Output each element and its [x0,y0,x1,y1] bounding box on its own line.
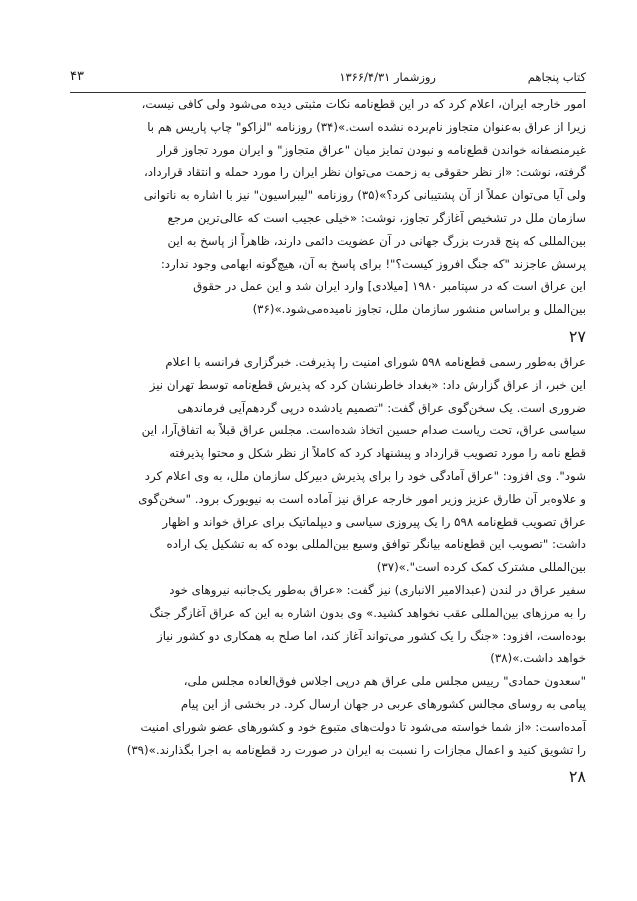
text-line: عراق به‌طور رسمی قطع‌نامه ۵۹۸ شورای امنیت را پذیرفت. خبرگزاری فرانسه با اعلام [165,354,586,369]
text-line: گرفته، نوشت: «از نظر حقوقی به زحمت می‌توان نظر ایران را مورد حمله و انتقاد قرارداد، [144,165,586,180]
diary-date: روزشمار ۱۳۶۶/۴/۳۱ [339,70,436,84]
text-line: شود". وی افزود: "عراق آمادگی خود را برای پذیرش دبیرکل سازمان ملل، به وی اعلام کرد [144,468,586,483]
text-line: آمده‌است: «از شما خواسته می‌شود تا دولت‌های متبوع خود و کشورهای عضو شورای امنیت [140,719,586,734]
section-27-paragraph-1 [70,351,586,579]
text-line: امور خارجه ایران، اعلام کرد که در این قطع‌نامه نکات مثبتی دیده می‌شود ولی کافی نیست، [141,97,586,111]
text-line: سازمان ملل در تشخیص آغازگر تجاوز، نوشت: «خیلی عجیب است که عالی‌ترین مرجع [167,210,586,225]
text-line: داشت: "تصویب این قطع‌نامه بیانگر توافق وسیع بین‌المللی بوده که به تشکیل یک اراده [166,537,586,552]
text-line: بین‌المللی مشترک کمک کرده است".»(۳۷) [376,560,586,575]
text-line: بین‌الملل و براساس منشور سازمان ملل، تجاوز نامیده‌می‌شود.»(۳۶) [252,302,586,317]
text-line: پرسش عاجزند "که جنگ افروز کیست؟"! برای پاسخ به آن، هیچ‌گونه ابهامی وجود ندارد: [160,256,586,271]
text-line: پیامی به روسای مجالس کشورهای عربی در جهان ارسال کرد. در بخشی از این پیام [180,696,586,711]
text-line: را تشویق کنید و اعمال مجازات را نسبت به ایران در صورت رد قطع‌نامه به اجرا بگذارند.»(۳۹) [126,742,586,757]
text-line: غیرمنصفانه خواندن قطع‌نامه و نبودن تمایز میان "عراق متجاوز" و ایران مورد تجاوز قرار [157,142,586,157]
section-27-paragraph-2 [70,579,586,670]
chapter-title: کتاب پنجاهم [527,70,586,84]
text-line: سیاسی عراق، تحت ریاست صدام حسین اتخاذ شده‌است. مجلس عراق قبلاً به اتفاق‌آرا، این [141,423,586,438]
section-number: ۲۸ [568,767,586,787]
text-line: زیرا از عراق به‌عنوان متجاوز نام‌برده نشده است.»(۳۴) روزنامه "لزاکو" چاپ پاریس هم با [147,119,586,134]
document-page [70,62,586,791]
text-line: عراق تصویب قطع‌نامه ۵۹۸ را یک پیروزی سیاسی و دیپلماتیک برای عراق خواند و اظهار [162,514,586,529]
text-line: این عراق است که در سپتامبر ۱۹۸۰ [میلادی] وارد ایران شد و این عمل در حقوق [193,279,586,294]
section-27-paragraph-3 [70,670,586,761]
text-line: این خبر، از عراق گزارش داد: «بغداد خاطرنشان کرد که پذیرش قطع‌نامه توسط تهران نیز [149,377,586,392]
text-line: "سعدون حمادی" رییس مجلس ملی عراق هم درپی اجلاس فوق‌العاده مجلس ملی، [183,674,586,689]
page-number: ۴۳ [70,69,84,84]
text-line: بین‌المللی که پنج قدرت بزرگ جهانی در آن عضویت دائمی دارند، ظاهراً از پاسخ به این [167,233,586,248]
text-line: ولی آیا می‌توان عملاً از آن پشتیبانی کرد؟»(۳۵) روزنامه "لیبراسیون" نیز با اشاره به ناتوانی [143,188,586,203]
intro-paragraph [70,93,586,321]
text-line: و علاوه‌بر آن طارق عزیز وزیر امور خارجه عراق نیز آماده است به نیویورک برود. "سخن‌گوی [138,491,586,506]
text-line: بوده‌است، افزود: «جنگ را یک کشور می‌تواند آغاز کند، اما صلح به همکاری دو کشور نیاز [157,628,586,643]
text-line: ضروری است. یک سخن‌گوی عراق گفت: "تصمیم یادشده درپی گردهم‌آیی فرماندهی [177,400,586,415]
running-header [70,62,586,93]
section-number: ۲۷ [568,326,586,346]
text-line: خواهد داشت.»(۳۸) [490,651,586,666]
text-line: را به مرزهای بین‌المللی عقب نخواهد کشید.» وی بدون اشاره به این که عراق آغازگر جنگ [149,605,586,620]
text-line: سفیر عراق در لندن (عبدالامیر الانباری) نیز گفت: «عراق به‌طور یک‌جانبه نیروهای خود [169,582,586,597]
text-line: قطع نامه را مورد تصویب قرارداد و پیشنهاد کرد که کاملاً از نظر شکل و محتوا پذیرفته [169,446,586,461]
